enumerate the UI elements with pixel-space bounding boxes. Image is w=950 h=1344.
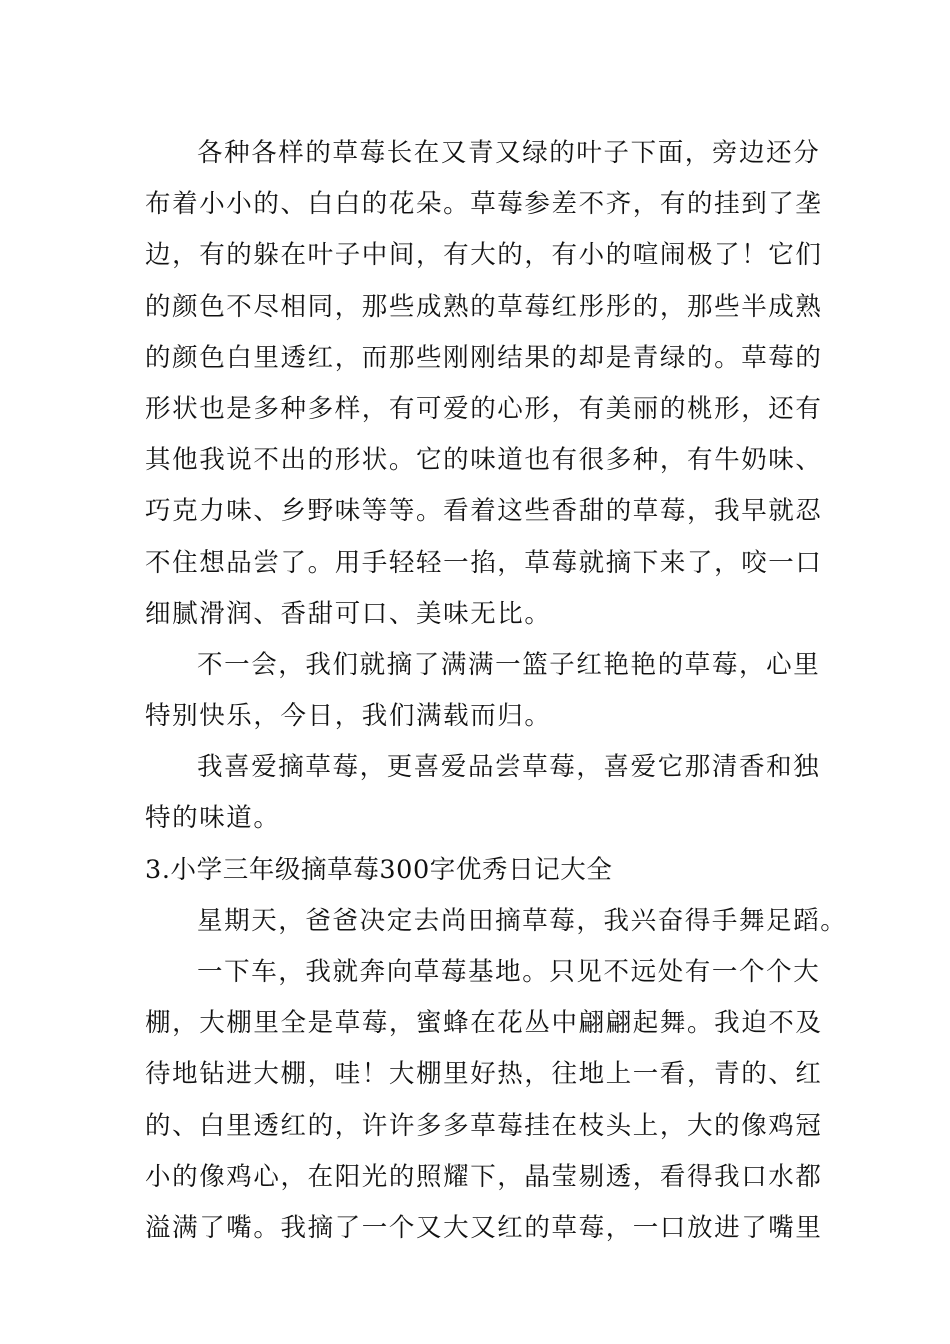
text-line: 的、白里透红的，许许多多草莓挂在枝头上，大的像鸡冠	[145, 1110, 823, 1141]
text-line: 我喜爱摘草莓，更喜爱品尝草莓，喜爱它那清香和独	[197, 752, 821, 783]
text-line: 不一会，我们就摘了满满一篮子红艳艳的草莓，心里	[197, 649, 821, 680]
text-line: 不住想品尝了。用手轻轻一掐，草莓就摘下来了，咬一口	[145, 547, 823, 578]
text-line: 各种各样的草莓长在又青又绿的叶子下面，旁边还分	[197, 138, 821, 168]
text-line: 一下车，我就奔向草莓基地。只见不远处有一个个大	[197, 957, 821, 987]
text-line: 溢满了嘴。我摘了一个又大又红的草莓，一口放进了嘴里	[145, 1212, 823, 1243]
text-line: 特别快乐，今日，我们满载而归。	[145, 701, 552, 732]
text-line: 巧克力味、乡野味等等。看着这些香甜的草莓，我早就忍	[145, 496, 823, 527]
text-line: 棚，大棚里全是草莓，蜜蜂在花丛中翩翩起舞。我迫不及	[145, 1008, 823, 1039]
text-line: 其他我说不出的形状。它的味道也有很多种，有牛奶味、	[145, 445, 823, 476]
text-line: 星期天，爸爸决定去尚田摘草莓，我兴奋得手舞足蹈。	[197, 905, 848, 936]
document-body	[145, 128, 848, 1254]
text-line: 边，有的躲在叶子中间，有大的，有小的喧闹极了！它们	[145, 240, 823, 271]
text-line: 布着小小的、白白的花朵。草莓参差不齐，有的挂到了垄	[145, 189, 823, 220]
section-heading: 3.小学三年级摘草莓300字优秀日记大全	[145, 854, 613, 885]
paragraph-1	[145, 128, 823, 640]
paragraph-2	[145, 640, 821, 742]
text-line: 特的味道。	[145, 803, 281, 834]
text-line: 的颜色不尽相同，那些成熟的草莓红彤彤的，那些半成熟	[145, 291, 823, 322]
text-line: 待地钻进大棚，哇！大棚里好热，往地上一看，青的、红	[145, 1059, 823, 1090]
text-line: 细腻滑润、香甜可口、美味无比。	[145, 598, 552, 629]
paragraph-3	[145, 742, 821, 844]
text-line: 形状也是多种多样，有可爱的心形，有美丽的桃形，还有	[145, 393, 823, 424]
text-line: 小的像鸡心，在阳光的照耀下，晶莹剔透，看得我口水都	[145, 1161, 823, 1192]
paragraph-5	[145, 947, 823, 1254]
text-line: 的颜色白里透红，而那些刚刚结果的却是青绿的。草莓的	[145, 342, 823, 373]
paragraph-4	[145, 896, 848, 947]
